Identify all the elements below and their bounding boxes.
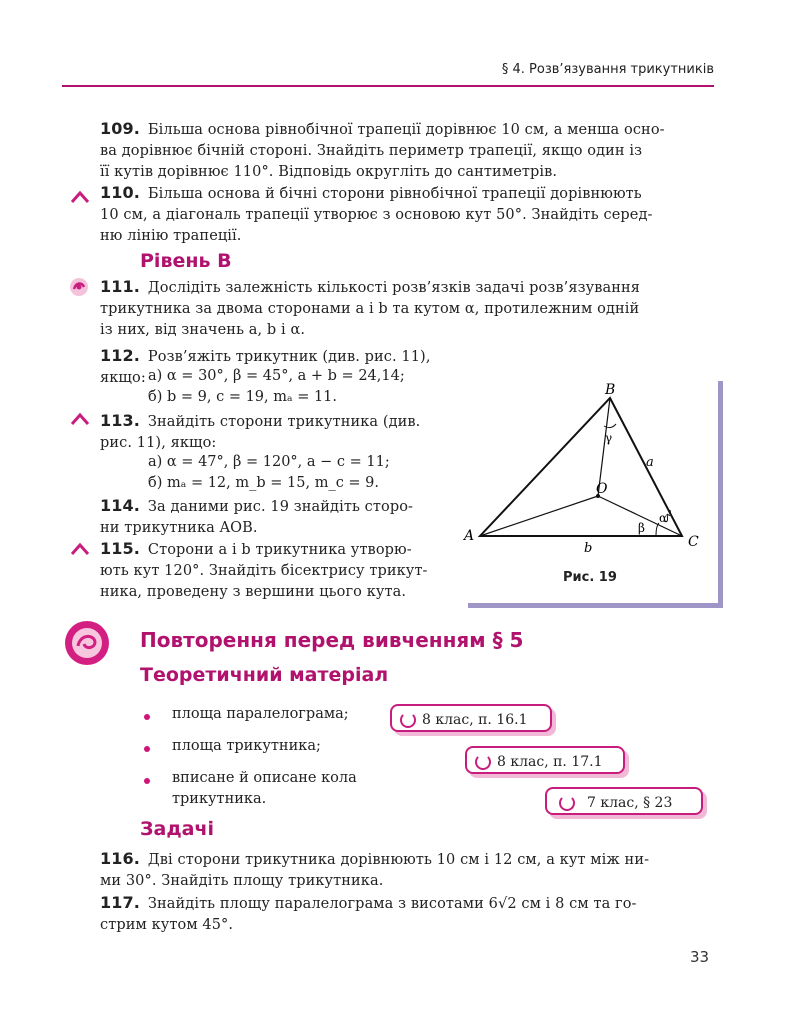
problem-text-line: Сторони a і b трикутника утворю-: [147, 542, 412, 558]
problem-text-line: трикутника за двома сторонами a і b та кутом α, протилежним одній: [100, 301, 640, 317]
vertex-label: A: [464, 528, 475, 544]
angle-label: β: [638, 521, 645, 535]
problem-text-line: ни трикутника AOB.: [100, 520, 258, 536]
problem-text-line: ню лінію трапеції.: [100, 228, 242, 244]
angle-label: γ: [605, 431, 613, 445]
problem-number: 110.: [100, 183, 140, 202]
theory-item: площа паралелограма;: [172, 706, 349, 722]
theory-subtitle: Теоретичний матеріал: [140, 664, 389, 686]
side-label: b: [584, 541, 593, 556]
refresh-icon: [400, 712, 416, 728]
problem-113-b: б) mₐ = 12, m_b = 15, m_c = 9.: [148, 475, 380, 491]
list-bullet: [144, 746, 150, 752]
problem-text-line: рис. 11), якщо:: [100, 435, 217, 451]
problem-number: 111.: [100, 277, 140, 296]
side-label: a: [646, 455, 654, 470]
problem-110: [100, 182, 712, 247]
reference-text: 8 клас, п. 17.1: [497, 754, 603, 770]
problem-number: 115.: [100, 539, 140, 558]
reference-badge[interactable]: [465, 746, 625, 774]
problem-114: [100, 495, 450, 539]
tasks-heading: Задачі: [140, 818, 215, 840]
vertex-label: C: [688, 534, 699, 550]
figure-caption: Рис. 19: [563, 570, 617, 585]
problem-number: 114.: [100, 496, 140, 515]
problem-text-line: ника, проведену з вершини цього кута.: [100, 584, 407, 600]
review-title: Повторення перед вивченням § 5: [140, 628, 524, 652]
vertex-label: O: [596, 481, 608, 497]
problem-text-line: 10 см, а діагональ трапеції утворює з основою кут 50°. Знайдіть серед-: [100, 207, 653, 223]
research-icon: [68, 276, 90, 298]
theory-item: трикутника.: [172, 791, 267, 807]
page-number: 33: [690, 948, 710, 966]
problem-112-a: а) α = 30°, β = 45°, a + b = 24,14;: [148, 368, 405, 384]
problem-text-line: її кутів дорівнює 110°. Відповідь округліть до сантиметрів.: [100, 164, 558, 180]
problem-number: 116.: [100, 849, 140, 868]
hard-problem-icon: [70, 412, 90, 426]
problem-text-line: Знайдіть сторони трикутника (див.: [147, 414, 421, 430]
review-icon: [64, 620, 110, 666]
problem-text-line: стрим кутом 45°.: [100, 917, 234, 933]
problem-111: [100, 276, 712, 341]
problem-text-line: ють кут 120°. Знайдіть бісектрису трикут-: [100, 563, 428, 579]
level-heading: Рівень В: [140, 250, 232, 272]
problem-113-a: а) α = 47°, β = 120°, a − c = 11;: [148, 454, 390, 470]
problem-number: 113.: [100, 411, 140, 430]
problem-text-line: ми 30°. Знайдіть площу трикутника.: [100, 873, 384, 889]
problem-text-line: ва дорівнює бічній стороні. Знайдіть периметр трапеції, якщо один із: [100, 143, 643, 159]
problem-text-line: За даними рис. 19 знайдіть сторо-: [147, 499, 414, 515]
theory-item: площа трикутника;: [172, 738, 321, 754]
problem-text-line: із них, від значень a, b і α.: [100, 322, 306, 338]
problem-number: 109.: [100, 119, 140, 138]
figure-19-triangle: [460, 380, 716, 580]
reference-text: 8 клас, п. 16.1: [422, 712, 528, 728]
theory-item: вписане й описане кола: [172, 770, 357, 786]
problem-text-line: Дві сторони трикутника дорівнюють 10 см і 12 см, а кут між ни-: [147, 852, 650, 868]
hard-problem-icon: [70, 542, 90, 556]
problem-number: 112.: [100, 346, 140, 365]
section-header: § 4. Розв’язування трикутників: [501, 62, 714, 77]
problem-text-line: Більша основа рівнобічної трапеції дорівнює 10 см, а менша осно-: [147, 122, 665, 138]
reference-badge[interactable]: [545, 787, 703, 815]
problem-text-line: Більша основа й бічні сторони рівнобічної трапеції дорівнюють: [147, 186, 642, 202]
header-rule: [62, 85, 714, 87]
angle-label: α: [659, 511, 668, 525]
refresh-icon: [475, 754, 491, 770]
problem-112-b: б) b = 9, c = 19, mₐ = 11.: [148, 389, 338, 405]
list-bullet: [144, 778, 150, 784]
reference-text: 7 клас, § 23: [587, 795, 673, 811]
vertex-label: B: [605, 382, 616, 398]
problem-text-line: Дослідіть залежність кількості розв’язків задачі розв’язування: [147, 280, 641, 296]
list-bullet: [144, 714, 150, 720]
problem-text-line: Знайдіть площу паралелограма з висотами 6√2 см і 8 см та го-: [147, 896, 637, 912]
problem-113: [100, 410, 450, 454]
problem-109: [100, 118, 712, 183]
refresh-icon: [559, 795, 575, 811]
hard-problem-icon: [70, 190, 90, 204]
reference-badge[interactable]: [390, 704, 552, 732]
problem-117: [100, 892, 712, 936]
problem-text-line: Розв’яжіть трикутник (див. рис. 11), якщо:: [100, 349, 431, 386]
problem-number: 117.: [100, 893, 140, 912]
problem-116: [100, 848, 712, 892]
problem-115: [100, 538, 450, 603]
